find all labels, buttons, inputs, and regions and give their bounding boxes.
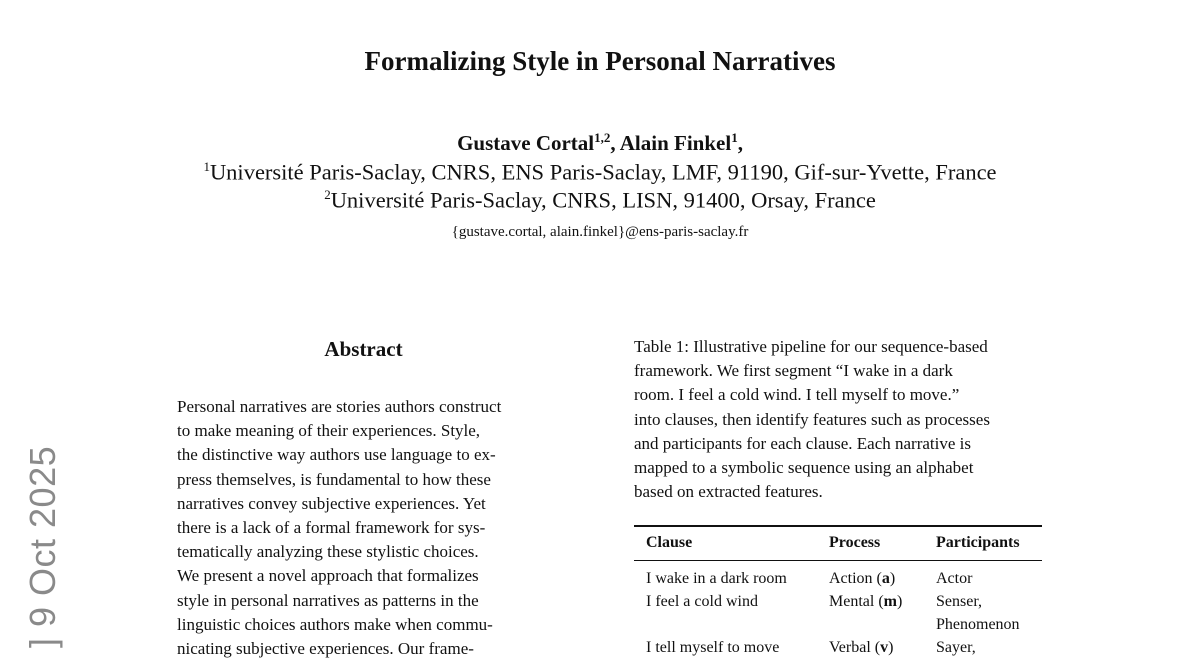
process-name: Verbal [829,639,871,656]
process-name: Mental [829,593,875,610]
abstract-line: tematically analyzing these stylistic choices. [177,542,479,562]
process-symbol: v [880,639,889,656]
affiliation-marker: 2 [324,187,331,202]
table-row [634,638,1042,661]
table-caption [634,335,1042,504]
author-name: Alain Finkel [619,131,732,155]
author-separator: , [610,131,620,155]
cell-process: Verbal (v) [829,639,894,656]
arxiv-side-stamp: ] 9 Oct 2025 [22,445,63,648]
caption-line: based on extracted features. [634,482,823,502]
cell-participants: Actor [936,570,973,587]
cell-process: Mental (m) [829,593,903,610]
abstract-body [177,395,550,661]
affiliation-text: Université Paris-Saclay, CNRS, ENS Paris-Saclay, LMF, 91190, Gif-sur-Yvette, France [209,159,997,185]
author-list [0,130,1200,156]
cell-clause: I tell myself to move [646,639,780,656]
cell-process: Action (a) [829,570,896,587]
table-row [634,592,1042,615]
author-separator: , [737,131,743,155]
process-name: Action [829,570,873,587]
abstract-line: narratives convey subjective experiences. Yet [177,493,486,513]
affiliation-1 [0,159,1200,186]
caption-line: and participants for each clause. Each narrative is [634,433,972,453]
caption-line: mapped to a symbolic sequence using an alphabet [634,458,974,478]
caption-line: Table 1: Illustrative pipeline for our sequence-based [634,337,988,356]
paper-title: Formalizing Style in Personal Narratives [364,46,836,76]
caption-line: framework. We first segment “I wake in a dark [634,361,953,381]
table-row [634,569,1042,592]
author-email: {gustave.cortal, alain.finkel}@ens-paris-saclay.fr [451,224,749,240]
abstract-line: there is a lack of a formal framework for sys- [177,518,486,538]
abstract-line: nicating subjective experiences. Our frame- [177,639,474,659]
abstract-line: the distinctive way authors use language to ex- [177,445,496,465]
abstract-line: to make meaning of their experiences. Style, [177,421,481,441]
abstract-line: Personal narratives are stories authors construct [177,397,502,416]
cell-participants: Senser, [936,593,983,610]
abstract-line: style in personal narratives as patterns in the [177,590,479,610]
affiliation-2 [0,187,1200,214]
affiliation-marker: 1 [203,159,210,174]
cell-clause: I wake in a dark room [646,570,787,587]
pipeline-table [634,525,1042,661]
process-symbol: m [883,593,897,610]
cell-clause: I feel a cold wind [646,593,758,610]
author-name: Gustave Cortal [457,131,595,155]
author-affiliation-marker: 1 [731,130,738,145]
header-process: Process [829,534,881,551]
table-header-row [634,527,1042,560]
caption-line: room. I feel a cold wind. I tell myself to move.” [634,385,960,405]
abstract-heading: Abstract [324,337,403,361]
abstract-line: press themselves, is fundamental to how these [177,469,491,489]
cell-participants: Sayer, [936,639,976,656]
abstract-line: We present a novel approach that formalizes [177,566,479,586]
abstract-line: linguistic choices authors make when commu- [177,614,493,634]
caption-line: into clauses, then identify features such as processes [634,409,990,429]
header-clause: Clause [646,534,693,551]
process-symbol: a [881,570,890,587]
cell-participants: Phenomenon [936,616,1020,633]
table-row [634,615,1042,638]
affiliation-text: Université Paris-Saclay, CNRS, LISN, 91400, Orsay, France [330,187,876,213]
table-body [634,561,1042,661]
header-participants: Participants [936,534,1020,551]
author-affiliation-marker: 1,2 [594,130,611,145]
